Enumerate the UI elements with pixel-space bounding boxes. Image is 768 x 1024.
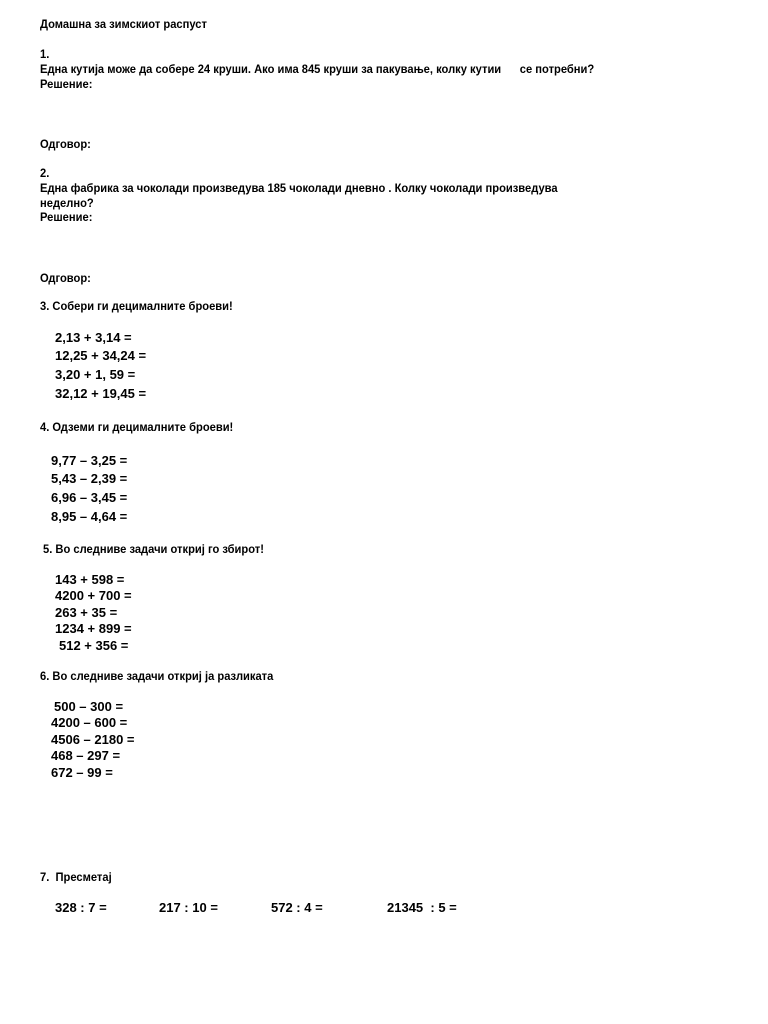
q6-item: 4506 – 2180 = (51, 732, 135, 747)
q1-text: Една кутија може да собере 24 круши. Ако има 845 круши за пакување, колку кутии се потребни? (40, 62, 595, 76)
q3-item: 12,25 + 34,24 = (55, 348, 147, 363)
q5-item: 143 + 598 = (55, 572, 125, 587)
q3-item: 32,12 + 19,45 = (55, 386, 147, 401)
q4-item: 9,77 – 3,25 = (51, 453, 128, 468)
q7-item: 328 : 7 = (55, 900, 107, 915)
q4-heading: 4. Одземи ги децималните броеви! (40, 420, 234, 434)
q5-item: 512 + 356 = (59, 638, 129, 653)
q2-text-line1: Една фабрика за чоколади произведува 185 чоколади дневно . Колку чоколади произведува (40, 181, 558, 195)
q7-item: 21345 : 5 = (387, 900, 457, 915)
q3-item: 2,13 + 3,14 = (55, 330, 132, 345)
q1-answer-label: Одговор: (40, 137, 91, 151)
q4-item: 5,43 – 2,39 = (51, 471, 128, 486)
q6-item: 4200 – 600 = (51, 715, 128, 730)
q2-answer-label: Одговор: (40, 271, 91, 285)
q6-item: 672 – 99 = (51, 765, 113, 780)
q5-item: 1234 + 899 = (55, 621, 132, 636)
q2-number: 2. (40, 166, 50, 180)
q4-item: 8,95 – 4,64 = (51, 509, 128, 524)
q7-heading: 7. Пресметај (40, 870, 112, 884)
q7-item: 217 : 10 = (159, 900, 218, 915)
q6-heading: 6. Во следниве задачи откриј ја разликата (40, 669, 274, 683)
q3-item: 3,20 + 1, 59 = (55, 367, 136, 382)
q6-item: 468 – 297 = (51, 748, 121, 763)
q2-solution-label: Решение: (40, 210, 93, 224)
q5-item: 4200 + 700 = (55, 588, 132, 603)
q7-item: 572 : 4 = (271, 900, 323, 915)
q2-text-line2: неделно? (40, 196, 94, 210)
q1-number: 1. (40, 47, 50, 61)
q5-heading: 5. Во следниве задачи откриј го збирот! (43, 542, 264, 556)
document-title: Домашна за зимскиот распуст (40, 17, 207, 31)
q4-item: 6,96 – 3,45 = (51, 490, 128, 505)
q5-item: 263 + 35 = (55, 605, 118, 620)
q3-heading: 3. Собери ги децималните броеви! (40, 299, 233, 313)
q1-solution-label: Решение: (40, 77, 93, 91)
q6-item: 500 – 300 = (54, 699, 124, 714)
